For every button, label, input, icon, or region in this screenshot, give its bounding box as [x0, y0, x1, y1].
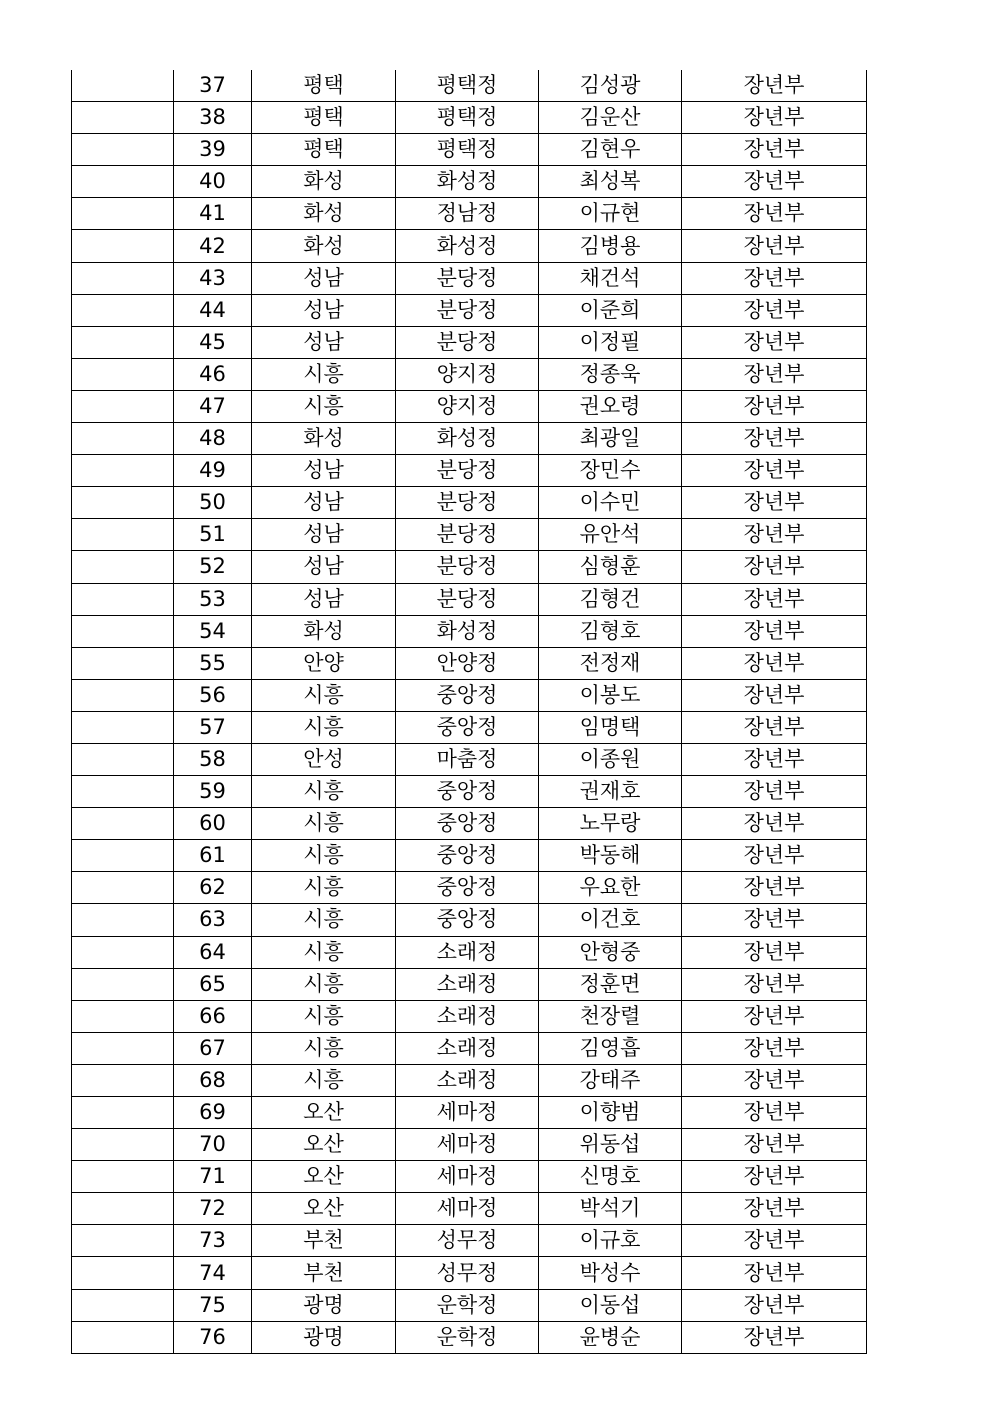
region-cell: 시흥: [252, 358, 396, 390]
person-name-cell: 노무랑: [539, 808, 682, 840]
region-cell: 부천: [252, 1225, 396, 1257]
table-row: [72, 1225, 867, 1257]
roster-body: [72, 70, 867, 1353]
person-name-cell: 이봉도: [539, 679, 682, 711]
blank-cell: [72, 679, 174, 711]
unit-cell: 분당정: [396, 294, 539, 326]
blank-cell: [72, 1225, 174, 1257]
row-number-cell: 69: [174, 1097, 252, 1129]
row-number-cell: 49: [174, 455, 252, 487]
table-row: [72, 134, 867, 166]
blank-cell: [72, 711, 174, 743]
unit-cell: 중앙정: [396, 679, 539, 711]
unit-cell: 소래정: [396, 1000, 539, 1032]
unit-cell: 평택정: [396, 102, 539, 134]
person-name-cell: 안형중: [539, 936, 682, 968]
row-number-cell: 50: [174, 487, 252, 519]
row-number-cell: 66: [174, 1000, 252, 1032]
row-number-cell: 44: [174, 294, 252, 326]
unit-cell: 소래정: [396, 1064, 539, 1096]
table-row: [72, 679, 867, 711]
table-row: [72, 70, 867, 102]
blank-cell: [72, 583, 174, 615]
blank-cell: [72, 1289, 174, 1321]
row-number-cell: 70: [174, 1129, 252, 1161]
region-cell: 성남: [252, 294, 396, 326]
blank-cell: [72, 134, 174, 166]
region-cell: 시흥: [252, 679, 396, 711]
person-name-cell: 권재호: [539, 776, 682, 808]
table-row: [72, 326, 867, 358]
person-name-cell: 이준희: [539, 294, 682, 326]
blank-cell: [72, 1321, 174, 1353]
person-name-cell: 이규현: [539, 198, 682, 230]
table-row: [72, 1193, 867, 1225]
unit-cell: 분당정: [396, 519, 539, 551]
blank-cell: [72, 198, 174, 230]
person-name-cell: 위동섭: [539, 1129, 682, 1161]
division-cell: 장년부: [682, 294, 867, 326]
row-number-cell: 53: [174, 583, 252, 615]
table-row: [72, 872, 867, 904]
region-cell: 성남: [252, 583, 396, 615]
person-name-cell: 이정필: [539, 326, 682, 358]
unit-cell: 양지정: [396, 390, 539, 422]
region-cell: 광명: [252, 1289, 396, 1321]
row-number-cell: 61: [174, 840, 252, 872]
division-cell: 장년부: [682, 808, 867, 840]
blank-cell: [72, 262, 174, 294]
row-number-cell: 63: [174, 904, 252, 936]
division-cell: 장년부: [682, 1032, 867, 1064]
person-name-cell: 이수민: [539, 487, 682, 519]
person-name-cell: 이규호: [539, 1225, 682, 1257]
table-row: [72, 968, 867, 1000]
blank-cell: [72, 1193, 174, 1225]
unit-cell: 화성정: [396, 615, 539, 647]
person-name-cell: 김영흡: [539, 1032, 682, 1064]
unit-cell: 화성정: [396, 166, 539, 198]
row-number-cell: 40: [174, 166, 252, 198]
table-row: [72, 230, 867, 262]
division-cell: 장년부: [682, 134, 867, 166]
region-cell: 부천: [252, 1257, 396, 1289]
blank-cell: [72, 615, 174, 647]
blank-cell: [72, 1097, 174, 1129]
region-cell: 평택: [252, 134, 396, 166]
row-number-cell: 56: [174, 679, 252, 711]
unit-cell: 양지정: [396, 358, 539, 390]
table-row: [72, 647, 867, 679]
region-cell: 성남: [252, 455, 396, 487]
region-cell: 화성: [252, 423, 396, 455]
person-name-cell: 전정재: [539, 647, 682, 679]
region-cell: 시흥: [252, 840, 396, 872]
person-name-cell: 윤병순: [539, 1321, 682, 1353]
blank-cell: [72, 487, 174, 519]
table-row: [72, 166, 867, 198]
region-cell: 성남: [252, 487, 396, 519]
table-row: [72, 1097, 867, 1129]
unit-cell: 분당정: [396, 487, 539, 519]
region-cell: 시흥: [252, 776, 396, 808]
blank-cell: [72, 294, 174, 326]
table-row: [72, 808, 867, 840]
division-cell: 장년부: [682, 904, 867, 936]
division-cell: 장년부: [682, 262, 867, 294]
unit-cell: 중앙정: [396, 904, 539, 936]
blank-cell: [72, 423, 174, 455]
division-cell: 장년부: [682, 1097, 867, 1129]
table-row: [72, 1257, 867, 1289]
region-cell: 시흥: [252, 1000, 396, 1032]
table-row: [72, 294, 867, 326]
division-cell: 장년부: [682, 936, 867, 968]
person-name-cell: 신명호: [539, 1161, 682, 1193]
unit-cell: 중앙정: [396, 808, 539, 840]
blank-cell: [72, 872, 174, 904]
division-cell: 장년부: [682, 519, 867, 551]
row-number-cell: 57: [174, 711, 252, 743]
unit-cell: 소래정: [396, 968, 539, 1000]
row-number-cell: 64: [174, 936, 252, 968]
region-cell: 오산: [252, 1129, 396, 1161]
division-cell: 장년부: [682, 455, 867, 487]
person-name-cell: 박동해: [539, 840, 682, 872]
division-cell: 장년부: [682, 840, 867, 872]
row-number-cell: 43: [174, 262, 252, 294]
row-number-cell: 42: [174, 230, 252, 262]
division-cell: 장년부: [682, 679, 867, 711]
division-cell: 장년부: [682, 1129, 867, 1161]
division-cell: 장년부: [682, 198, 867, 230]
division-cell: 장년부: [682, 1193, 867, 1225]
unit-cell: 성무정: [396, 1257, 539, 1289]
table-row: [72, 840, 867, 872]
person-name-cell: 권오령: [539, 390, 682, 422]
row-number-cell: 39: [174, 134, 252, 166]
blank-cell: [72, 776, 174, 808]
unit-cell: 성무정: [396, 1225, 539, 1257]
row-number-cell: 72: [174, 1193, 252, 1225]
region-cell: 시흥: [252, 711, 396, 743]
blank-cell: [72, 1064, 174, 1096]
row-number-cell: 38: [174, 102, 252, 134]
region-cell: 시흥: [252, 872, 396, 904]
blank-cell: [72, 70, 174, 102]
row-number-cell: 54: [174, 615, 252, 647]
blank-cell: [72, 1129, 174, 1161]
region-cell: 오산: [252, 1097, 396, 1129]
blank-cell: [72, 166, 174, 198]
division-cell: 장년부: [682, 551, 867, 583]
division-cell: 장년부: [682, 1064, 867, 1096]
row-number-cell: 71: [174, 1161, 252, 1193]
table-row: [72, 615, 867, 647]
person-name-cell: 김병용: [539, 230, 682, 262]
region-cell: 안성: [252, 743, 396, 775]
table-row: [72, 743, 867, 775]
table-row: [72, 198, 867, 230]
blank-cell: [72, 455, 174, 487]
row-number-cell: 41: [174, 198, 252, 230]
division-cell: 장년부: [682, 872, 867, 904]
row-number-cell: 59: [174, 776, 252, 808]
person-name-cell: 김형건: [539, 583, 682, 615]
table-row: [72, 102, 867, 134]
division-cell: 장년부: [682, 743, 867, 775]
division-cell: 장년부: [682, 1289, 867, 1321]
division-cell: 장년부: [682, 1321, 867, 1353]
region-cell: 평택: [252, 102, 396, 134]
division-cell: 장년부: [682, 166, 867, 198]
person-name-cell: 최광일: [539, 423, 682, 455]
person-name-cell: 이종원: [539, 743, 682, 775]
row-number-cell: 48: [174, 423, 252, 455]
row-number-cell: 58: [174, 743, 252, 775]
division-cell: 장년부: [682, 968, 867, 1000]
division-cell: 장년부: [682, 647, 867, 679]
row-number-cell: 60: [174, 808, 252, 840]
table-row: [72, 711, 867, 743]
unit-cell: 세마정: [396, 1193, 539, 1225]
unit-cell: 화성정: [396, 423, 539, 455]
blank-cell: [72, 519, 174, 551]
region-cell: 화성: [252, 615, 396, 647]
region-cell: 화성: [252, 198, 396, 230]
region-cell: 시흥: [252, 1064, 396, 1096]
blank-cell: [72, 326, 174, 358]
roster-table: [71, 70, 867, 1354]
division-cell: 장년부: [682, 1257, 867, 1289]
row-number-cell: 45: [174, 326, 252, 358]
row-number-cell: 62: [174, 872, 252, 904]
unit-cell: 세마정: [396, 1129, 539, 1161]
table-row: [72, 1000, 867, 1032]
table-row: [72, 1064, 867, 1096]
blank-cell: [72, 1257, 174, 1289]
person-name-cell: 정종욱: [539, 358, 682, 390]
division-cell: 장년부: [682, 423, 867, 455]
table-row: [72, 1321, 867, 1353]
table-row: [72, 776, 867, 808]
person-name-cell: 장민수: [539, 455, 682, 487]
table-row: [72, 519, 867, 551]
person-name-cell: 천장렬: [539, 1000, 682, 1032]
unit-cell: 중앙정: [396, 840, 539, 872]
region-cell: 시흥: [252, 390, 396, 422]
table-row: [72, 1129, 867, 1161]
person-name-cell: 강태주: [539, 1064, 682, 1096]
unit-cell: 중앙정: [396, 776, 539, 808]
person-name-cell: 이동섭: [539, 1289, 682, 1321]
table-row: [72, 455, 867, 487]
person-name-cell: 유안석: [539, 519, 682, 551]
unit-cell: 분당정: [396, 583, 539, 615]
region-cell: 성남: [252, 519, 396, 551]
row-number-cell: 55: [174, 647, 252, 679]
row-number-cell: 51: [174, 519, 252, 551]
unit-cell: 중앙정: [396, 872, 539, 904]
division-cell: 장년부: [682, 487, 867, 519]
row-number-cell: 76: [174, 1321, 252, 1353]
region-cell: 성남: [252, 326, 396, 358]
region-cell: 시흥: [252, 968, 396, 1000]
division-cell: 장년부: [682, 615, 867, 647]
unit-cell: 분당정: [396, 455, 539, 487]
unit-cell: 안양정: [396, 647, 539, 679]
table-row: [72, 551, 867, 583]
unit-cell: 소래정: [396, 1032, 539, 1064]
person-name-cell: 김현우: [539, 134, 682, 166]
region-cell: 성남: [252, 551, 396, 583]
region-cell: 평택: [252, 70, 396, 102]
region-cell: 성남: [252, 262, 396, 294]
table-row: [72, 1161, 867, 1193]
table-row: [72, 390, 867, 422]
blank-cell: [72, 936, 174, 968]
unit-cell: 분당정: [396, 326, 539, 358]
unit-cell: 분당정: [396, 262, 539, 294]
row-number-cell: 68: [174, 1064, 252, 1096]
person-name-cell: 김운산: [539, 102, 682, 134]
table-row: [72, 936, 867, 968]
row-number-cell: 74: [174, 1257, 252, 1289]
blank-cell: [72, 904, 174, 936]
unit-cell: 운학정: [396, 1289, 539, 1321]
table-row: [72, 262, 867, 294]
table-row: [72, 358, 867, 390]
unit-cell: 마춤정: [396, 743, 539, 775]
person-name-cell: 박성수: [539, 1257, 682, 1289]
table-row: [72, 1289, 867, 1321]
division-cell: 장년부: [682, 358, 867, 390]
row-number-cell: 65: [174, 968, 252, 1000]
row-number-cell: 67: [174, 1032, 252, 1064]
division-cell: 장년부: [682, 1225, 867, 1257]
region-cell: 오산: [252, 1161, 396, 1193]
division-cell: 장년부: [682, 70, 867, 102]
person-name-cell: 박석기: [539, 1193, 682, 1225]
unit-cell: 분당정: [396, 551, 539, 583]
row-number-cell: 73: [174, 1225, 252, 1257]
unit-cell: 소래정: [396, 936, 539, 968]
unit-cell: 평택정: [396, 134, 539, 166]
row-number-cell: 46: [174, 358, 252, 390]
unit-cell: 평택정: [396, 70, 539, 102]
unit-cell: 정남정: [396, 198, 539, 230]
table-row: [72, 423, 867, 455]
row-number-cell: 37: [174, 70, 252, 102]
blank-cell: [72, 358, 174, 390]
blank-cell: [72, 1000, 174, 1032]
blank-cell: [72, 743, 174, 775]
row-number-cell: 47: [174, 390, 252, 422]
table-row: [72, 583, 867, 615]
unit-cell: 중앙정: [396, 711, 539, 743]
unit-cell: 운학정: [396, 1321, 539, 1353]
division-cell: 장년부: [682, 776, 867, 808]
person-name-cell: 최성복: [539, 166, 682, 198]
division-cell: 장년부: [682, 390, 867, 422]
person-name-cell: 김성광: [539, 70, 682, 102]
division-cell: 장년부: [682, 1161, 867, 1193]
blank-cell: [72, 647, 174, 679]
person-name-cell: 심형훈: [539, 551, 682, 583]
unit-cell: 세마정: [396, 1161, 539, 1193]
blank-cell: [72, 808, 174, 840]
table-row: [72, 487, 867, 519]
blank-cell: [72, 390, 174, 422]
person-name-cell: 정훈면: [539, 968, 682, 1000]
division-cell: 장년부: [682, 583, 867, 615]
person-name-cell: 김형호: [539, 615, 682, 647]
blank-cell: [72, 1032, 174, 1064]
unit-cell: 화성정: [396, 230, 539, 262]
person-name-cell: 임명택: [539, 711, 682, 743]
region-cell: 시흥: [252, 936, 396, 968]
region-cell: 시흥: [252, 808, 396, 840]
row-number-cell: 52: [174, 551, 252, 583]
division-cell: 장년부: [682, 1000, 867, 1032]
region-cell: 오산: [252, 1193, 396, 1225]
blank-cell: [72, 968, 174, 1000]
person-name-cell: 우요한: [539, 872, 682, 904]
division-cell: 장년부: [682, 230, 867, 262]
table-row: [72, 1032, 867, 1064]
blank-cell: [72, 230, 174, 262]
person-name-cell: 채건석: [539, 262, 682, 294]
row-number-cell: 75: [174, 1289, 252, 1321]
division-cell: 장년부: [682, 102, 867, 134]
unit-cell: 세마정: [396, 1097, 539, 1129]
person-name-cell: 이향범: [539, 1097, 682, 1129]
blank-cell: [72, 1161, 174, 1193]
blank-cell: [72, 102, 174, 134]
person-name-cell: 이건호: [539, 904, 682, 936]
division-cell: 장년부: [682, 711, 867, 743]
region-cell: 시흥: [252, 904, 396, 936]
table-row: [72, 904, 867, 936]
region-cell: 안양: [252, 647, 396, 679]
region-cell: 화성: [252, 166, 396, 198]
blank-cell: [72, 551, 174, 583]
region-cell: 광명: [252, 1321, 396, 1353]
region-cell: 시흥: [252, 1032, 396, 1064]
blank-cell: [72, 840, 174, 872]
division-cell: 장년부: [682, 326, 867, 358]
region-cell: 화성: [252, 230, 396, 262]
